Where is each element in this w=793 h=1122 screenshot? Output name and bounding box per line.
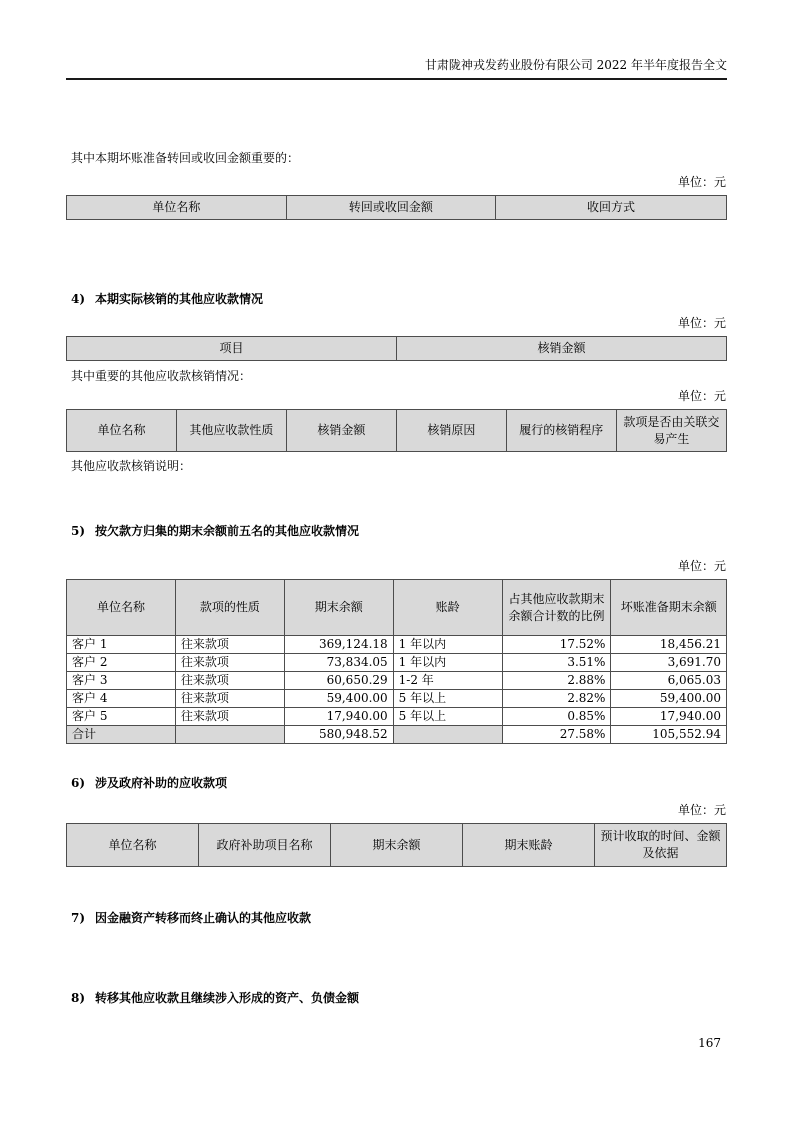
header-cell: 款项的性质 [175, 580, 284, 636]
table-row [67, 636, 727, 654]
header-cell: 预计收取的时间、金额及依据 [595, 824, 727, 867]
writeoff-note-text: 其他应收款核销说明： [71, 459, 192, 473]
total-row [67, 726, 727, 744]
header-cell: 款项是否由关联交易产生 [616, 410, 726, 452]
unit-label: 单位：元 [677, 803, 726, 817]
section-number: 8) [71, 991, 86, 1005]
table-cell: 3,691.70 [611, 654, 727, 672]
table-cell: 5 年以上 [393, 690, 502, 708]
table-cell: 105,552.94 [611, 726, 727, 744]
header-cell: 期末余额 [284, 580, 393, 636]
table-row [67, 654, 727, 672]
header-cell: 政府补助项目名称 [199, 824, 331, 867]
table-cell: 往来款项 [175, 690, 284, 708]
table-cell: 1 年以内 [393, 654, 502, 672]
section-number: 7) [71, 911, 86, 925]
section-number: 5) [71, 524, 86, 538]
header-row [67, 824, 727, 867]
section-title: 因金融资产转移而终止确认的其他应收款 [95, 911, 312, 925]
header-cell: 单位名称 [67, 410, 177, 452]
table-cell: 客户 1 [67, 636, 176, 654]
table-cell: 580,948.52 [284, 726, 393, 744]
section-number: 6) [71, 776, 86, 790]
section-title: 本期实际核销的其他应收款情况 [95, 292, 264, 306]
unit-label: 单位：元 [677, 316, 726, 330]
doc-title: 甘肃陇神戎发药业股份有限公司 2022 年半年度报告全文 [424, 58, 727, 72]
important-writeoff-text: 其中重要的其他应收款核销情况： [71, 369, 252, 383]
table-cell: 73,834.05 [284, 654, 393, 672]
header-cell: 占其他应收款期末余额合计数的比例 [502, 580, 611, 636]
header-cell: 转回或收回金额 [286, 196, 495, 220]
section-title: 涉及政府补助的应收款项 [95, 776, 228, 790]
header-cell: 核销金额 [286, 410, 396, 452]
header-cell: 期末余额 [331, 824, 463, 867]
header-row [67, 410, 727, 452]
recovery-table [66, 195, 727, 220]
table-cell: 5 年以上 [393, 708, 502, 726]
section-number: 4) [71, 292, 86, 306]
writeoff-table [66, 336, 727, 361]
table-cell: 2.82% [502, 690, 611, 708]
table-cell: 往来款项 [175, 654, 284, 672]
table-cell: 往来款项 [175, 672, 284, 690]
table-cell: 3.51% [502, 654, 611, 672]
table-cell: 往来款项 [175, 636, 284, 654]
writeoff-detail-table [66, 409, 727, 452]
table-cell: 18,456.21 [611, 636, 727, 654]
table-cell: 27.58% [502, 726, 611, 744]
gov-subsidy-table [66, 823, 727, 867]
header-row [67, 337, 727, 361]
header-cell: 单位名称 [67, 580, 176, 636]
section-heading-6 [71, 776, 727, 790]
doc-header [66, 0, 727, 80]
unit-label: 单位：元 [677, 559, 726, 573]
header-cell: 期末账龄 [463, 824, 595, 867]
table-cell: 1-2 年 [393, 672, 502, 690]
header-cell: 核销原因 [396, 410, 506, 452]
table-row [67, 672, 727, 690]
table-row [67, 690, 727, 708]
header-row [67, 580, 727, 636]
header-cell: 核销金额 [397, 337, 727, 361]
unit-label: 单位：元 [677, 175, 726, 189]
table-cell: 6,065.03 [611, 672, 727, 690]
header-cell: 坏账准备期末余额 [611, 580, 727, 636]
header-cell: 账龄 [393, 580, 502, 636]
header-cell: 收回方式 [495, 196, 726, 220]
table-cell: 客户 5 [67, 708, 176, 726]
section-heading-8 [71, 991, 727, 1005]
page-number: 167 [698, 1036, 721, 1050]
header-cell: 履行的核销程序 [506, 410, 616, 452]
header-cell: 项目 [67, 337, 397, 361]
table-cell: 17,940.00 [284, 708, 393, 726]
table-cell: 1 年以内 [393, 636, 502, 654]
header-cell: 单位名称 [67, 824, 199, 867]
unit-label: 单位：元 [677, 389, 726, 403]
header-cell: 单位名称 [67, 196, 287, 220]
section-title: 转移其他应收款且继续涉入形成的资产、负债金额 [95, 991, 360, 1005]
header-row [67, 196, 727, 220]
table-cell: 客户 2 [67, 654, 176, 672]
table-cell: 往来款项 [175, 708, 284, 726]
recovery-intro-text: 其中本期坏账准备转回或收回金额重要的： [71, 151, 300, 165]
table-cell: 59,400.00 [611, 690, 727, 708]
table-cell: 59,400.00 [284, 690, 393, 708]
table-row [67, 708, 727, 726]
header-cell: 其他应收款性质 [176, 410, 286, 452]
section-heading-4 [71, 292, 727, 306]
section-title: 按欠款方归集的期末余额前五名的其他应收款情况 [95, 524, 360, 538]
table-cell: 客户 3 [67, 672, 176, 690]
table-cell: 0.85% [502, 708, 611, 726]
table-cell: 60,650.29 [284, 672, 393, 690]
table-cell [393, 726, 502, 744]
table-cell: 369,124.18 [284, 636, 393, 654]
table-cell [175, 726, 284, 744]
table-cell: 客户 4 [67, 690, 176, 708]
table-cell: 2.88% [502, 672, 611, 690]
table-cell: 17.52% [502, 636, 611, 654]
top5-receivables-table [66, 579, 727, 744]
total-label-cell: 合计 [67, 726, 176, 744]
section-heading-5 [71, 524, 727, 538]
section-heading-7 [71, 911, 727, 925]
table-cell: 17,940.00 [611, 708, 727, 726]
